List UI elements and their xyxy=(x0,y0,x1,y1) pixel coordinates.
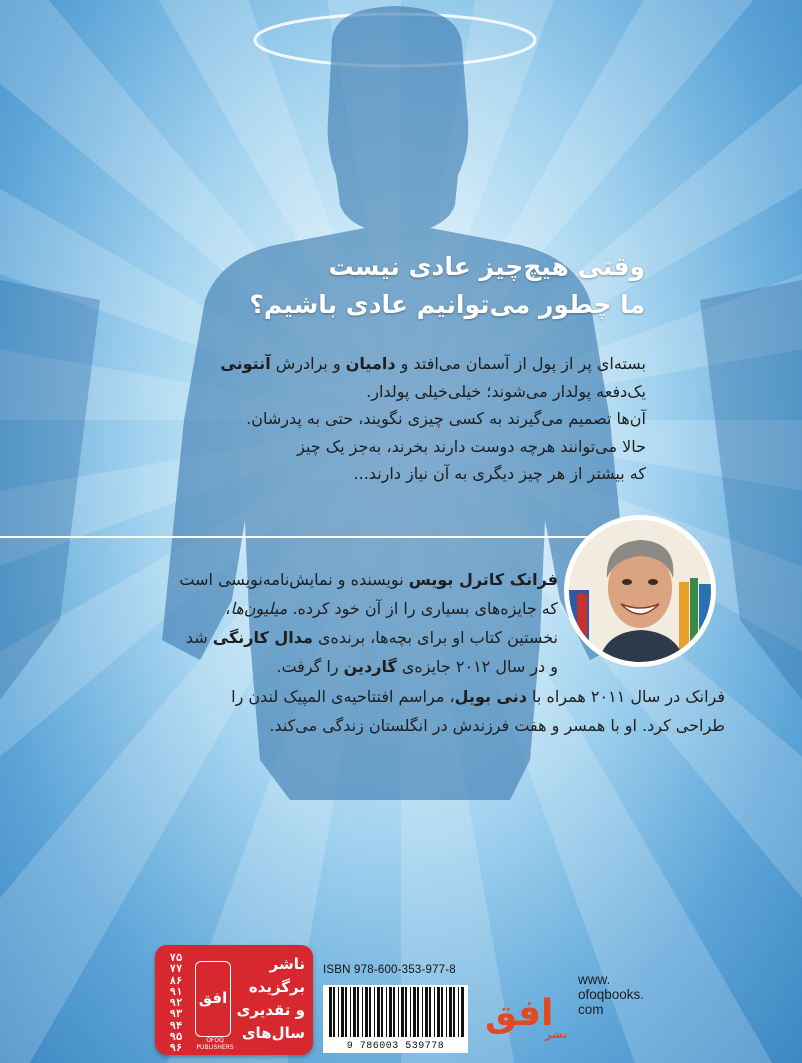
award-year: ۸۶ xyxy=(169,974,183,987)
barcode-bar xyxy=(341,987,344,1037)
publisher-logo-sub: نشر xyxy=(545,1028,568,1041)
url-line: ofoqbooks. xyxy=(578,987,645,1002)
publisher-award-badge xyxy=(155,945,313,1055)
character-name: آنتونی xyxy=(220,354,271,373)
barcode-bar xyxy=(446,987,447,1037)
author-name: فرانک کاترل بویس xyxy=(408,570,558,589)
blurb-line-3: آن‌ها تصمیم می‌گیرند به کسی چیزی نگویند، حتی به پدرشان. xyxy=(246,409,646,428)
barcode-bar xyxy=(381,987,383,1037)
isbn-label: ISBN 978-600-353-977-8 xyxy=(323,964,456,976)
bio-text: فرانک در سال ۲۰۱۱ همراه با xyxy=(526,687,725,706)
barcode-bar xyxy=(417,987,419,1037)
bio-line-3 xyxy=(110,623,558,652)
award-year: ۹۳ xyxy=(169,1008,183,1021)
barcode-bar xyxy=(374,987,375,1037)
award-text-line: سال‌های xyxy=(241,1024,305,1042)
barcode-bar xyxy=(461,987,464,1037)
barcode-bar xyxy=(453,987,455,1037)
author-portrait-icon xyxy=(569,520,711,662)
award-year: ۹۵ xyxy=(169,1031,183,1044)
barcode-bar xyxy=(389,987,392,1037)
barcode-bar xyxy=(429,987,431,1037)
author-bio-continued xyxy=(80,682,725,740)
bio-line-2 xyxy=(110,594,558,623)
character-name: دامیان xyxy=(345,354,396,373)
barcode-bar xyxy=(386,987,387,1037)
award-years xyxy=(163,953,189,1055)
ofoq-logo-icon xyxy=(195,961,231,1037)
blurb-text: و برادرش xyxy=(270,354,346,373)
blurb-line-5: که بیشتر از هر چیز دیگری به آن نیاز دارند... xyxy=(353,464,646,483)
bio-text: و در سال ۲۰۱۲ جایزه‌ی xyxy=(396,657,558,676)
award-year: ۹۶ xyxy=(169,1042,183,1055)
barcode-bar xyxy=(441,987,443,1037)
person-name: دنی بویل xyxy=(454,687,527,706)
award-text-line: برگزیده xyxy=(248,978,305,996)
barcode-bar xyxy=(353,987,356,1037)
bio-line-4 xyxy=(110,652,558,681)
divider-line xyxy=(0,536,610,538)
barcode-bar xyxy=(422,987,423,1037)
barcode-bar xyxy=(365,987,368,1037)
logo-english: OFOQ PUBLISHERS xyxy=(196,1037,234,1051)
url-line: com xyxy=(578,1002,604,1017)
barcode-bar xyxy=(393,987,395,1037)
bio-text: که جایزه‌های بسیاری را از آن خود کرده. xyxy=(287,599,558,618)
barcode-bar xyxy=(377,987,380,1037)
bio-text: را گرفت. xyxy=(276,657,344,676)
book-title: میلیون‌ها xyxy=(230,599,288,618)
barcode xyxy=(323,985,468,1053)
barcode-bar xyxy=(338,987,339,1037)
publisher-website[interactable] xyxy=(578,972,708,1017)
author-bio xyxy=(110,565,558,681)
barcode-icon xyxy=(323,985,468,1040)
barcode-bar xyxy=(413,987,416,1037)
bio-text: نخستین کتاب او برای بچه‌ها، برنده‌ی xyxy=(312,628,558,647)
blurb-line-1 xyxy=(186,350,646,378)
barcode-bar xyxy=(362,987,363,1037)
barcode-bar xyxy=(458,987,459,1037)
tagline-line-1: وقتی هیچ‌چیز عادی نیست xyxy=(328,252,645,281)
author-photo xyxy=(564,515,716,667)
bio-line-5 xyxy=(80,682,725,711)
logo-text: افق xyxy=(198,989,228,1007)
barcode-bar xyxy=(449,987,452,1037)
barcode-bar xyxy=(405,987,407,1037)
barcode-bar xyxy=(369,987,371,1037)
award-year: ۹۴ xyxy=(169,1019,183,1032)
barcode-bar xyxy=(350,987,351,1037)
barcode-bar xyxy=(434,987,435,1037)
blurb-line-2: یک‌دفعه پولدار می‌شوند؛ خیلی‌خیلی پولدار. xyxy=(366,381,646,401)
barcode-bar xyxy=(333,987,335,1037)
barcode-bar xyxy=(410,987,411,1037)
bio-text: نویسنده و نمایش‌نامه‌نویسی است xyxy=(179,570,409,589)
tagline xyxy=(180,248,645,324)
publisher-logo xyxy=(485,990,568,1060)
barcode-bar xyxy=(398,987,399,1037)
award-year: ۷۵ xyxy=(169,952,183,964)
tagline-line-2: ما چطور می‌توانیم عادی باشیم؟ xyxy=(249,290,645,319)
barcode-bar xyxy=(357,987,359,1037)
blurb-line-4: حالا می‌توانند هرچه دوست دارند بخرند، به‌جز یک چیز xyxy=(297,436,646,456)
award-text xyxy=(231,953,305,1045)
award-name: مدال کارنگی xyxy=(212,628,313,647)
award-text-line: ناشر xyxy=(269,955,305,973)
award-year: ۹۲ xyxy=(169,997,183,1010)
award-year: ۷۷ xyxy=(169,963,183,976)
bio-text: ، مراسم افتتاحیه‌ی المپیک لندن را xyxy=(231,687,455,706)
barcode-bar xyxy=(437,987,440,1037)
bio-line-1 xyxy=(110,565,558,594)
award-text-line: و تقدیری xyxy=(236,1001,305,1019)
award-year: ۹۱ xyxy=(169,985,183,998)
award-name: گاردین xyxy=(343,657,397,676)
publisher-logo-main: افق xyxy=(485,993,554,1034)
barcode-bar xyxy=(425,987,428,1037)
bio-line-6: طراحی کرد. او با همسر و هفت فرزندش در انگلستان زندگی می‌کند. xyxy=(269,716,725,735)
bio-text: شد xyxy=(185,628,213,647)
barcode-digits: 9 786003 539778 xyxy=(323,1041,468,1052)
url-line: www. xyxy=(578,972,611,987)
bio-text: ، xyxy=(225,599,231,618)
barcode-bar xyxy=(401,987,404,1037)
blurb-text: بسته‌ای پر از پول از آسمان می‌افتد و xyxy=(395,354,646,373)
story-blurb xyxy=(186,350,646,488)
barcode-bar xyxy=(345,987,347,1037)
barcode-bar xyxy=(329,987,332,1037)
